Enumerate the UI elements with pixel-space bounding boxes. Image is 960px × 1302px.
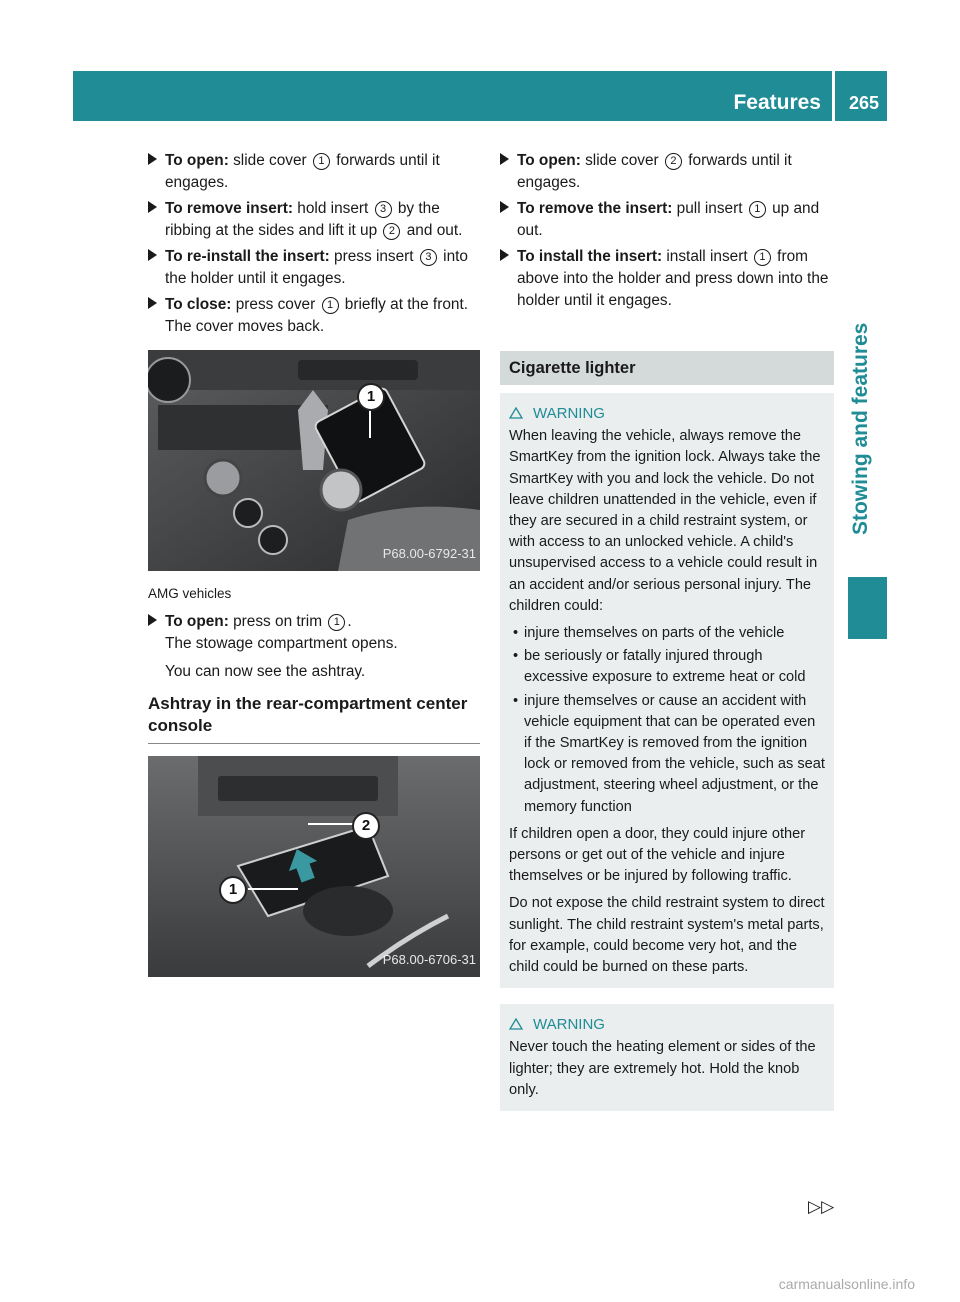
step-text: by the ribbing at the sides and lift it up (165, 200, 440, 239)
callout-number: 3 (420, 249, 437, 266)
continue-marker: ▷▷ (808, 1197, 835, 1216)
callout-number: 2 (665, 153, 682, 170)
page-number: 265 (848, 93, 879, 113)
photo-callout: 2 (352, 812, 380, 840)
warning-bullet: • injure themselves or cause an accident with vehicle equipment that can be operated even if the SmartKey is removed from the ignition lock or removed from the vehicle, such as seat adjustment, steering wheel adjustment, or the memory function (509, 691, 826, 818)
step-text: press insert (329, 248, 418, 265)
step-text: up and out. (517, 200, 820, 239)
header-bar (73, 71, 887, 121)
step-label: To install the insert: (517, 248, 663, 265)
step-label: To remove the insert: (517, 200, 673, 217)
step-text: forwards until it engages. (165, 152, 440, 191)
step-arrow-icon (500, 249, 509, 261)
right-column (500, 150, 834, 1127)
callout-number: 1 (754, 249, 771, 266)
step-text: into the holder until it engages. (165, 248, 468, 287)
warning-triangle-icon (509, 407, 523, 419)
page-section-title: Features (733, 91, 821, 114)
photo-callout: 1 (357, 383, 385, 411)
step-arrow-icon (148, 249, 157, 261)
callout-number: 3 (375, 201, 392, 218)
step-reinstall-insert (148, 246, 480, 290)
photo-amg-console (148, 350, 480, 571)
step-text: forwards until it engages. (517, 152, 792, 191)
step-open-cover-rear (500, 150, 834, 194)
step-text: pull insert (672, 200, 747, 217)
step-install-insert-rear (500, 246, 834, 312)
warning-bullet: • injure themselves on parts of the vehicle (509, 623, 826, 644)
warning-paragraph: When leaving the vehicle, always remove the SmartKey from the ignition lock. Always take the SmartKey with you and lock the vehicle. Do not leave children unattended in the vehicle, even if they are secured in a child restraint system, or with access to an unlocked vehicle. A child's unsupervised access to a vehicle could result in an accident and/or serious personal injury. The children could: (509, 428, 821, 614)
callout-number: 2 (383, 223, 400, 240)
step-label: To open: (165, 613, 229, 630)
callout-number: 1 (328, 614, 345, 631)
section-heading-cigarette-lighter: Cigarette lighter (500, 351, 834, 385)
warning-paragraph: If children open a door, they could injure other persons or get out of the vehicle and injure themselves or be injured by following traffic. (509, 825, 806, 885)
step-text: from above into the holder and press down into the holder until it engages. (517, 248, 829, 309)
step-open-trim (148, 611, 480, 683)
step-arrow-icon (500, 153, 509, 165)
warning-box-heating (500, 1004, 834, 1111)
callout-number: 1 (749, 201, 766, 218)
step-text: press cover (231, 296, 320, 313)
callout-number: 1 (322, 297, 339, 314)
header-separator (832, 71, 835, 121)
warning-title (509, 403, 826, 424)
step-text: briefly at the front. (340, 296, 468, 313)
warning-title-text: WARNING (533, 1016, 605, 1034)
step-open-cover (148, 150, 480, 194)
photo-amg-console-illustration (148, 350, 480, 571)
step-text: press on trim (228, 613, 327, 630)
step-arrow-icon (148, 201, 157, 213)
warning-bullet: • be seriously or fatally injured through excessive exposure to extreme heat or cold (509, 646, 826, 688)
step-label: To re-install the insert: (165, 248, 330, 265)
side-tab-block (848, 577, 887, 639)
warning-box-children (500, 393, 834, 988)
callout-number: 1 (313, 153, 330, 170)
step-text: install insert (662, 248, 752, 265)
photo-callout: 1 (219, 876, 247, 904)
warning-title (509, 1014, 826, 1035)
left-column (148, 150, 480, 977)
step-arrow-icon (148, 153, 157, 165)
step-arrow-icon (500, 201, 509, 213)
step-arrow-icon (148, 297, 157, 309)
photo-code: P68.00-6706-31 (382, 952, 476, 967)
photo-code: P68.00-6792-31 (382, 546, 476, 561)
side-tab-label: Stowing and features (849, 322, 872, 535)
step-text: . (347, 613, 352, 630)
step-close-cover (148, 294, 480, 338)
photo-caption: AMG vehicles (148, 586, 232, 601)
warning-triangle-icon (509, 1018, 523, 1030)
warning-paragraph: Do not expose the child restraint system to direct sunlight. The child restraint system's metal parts, for example, could become very hot, and the child could be burned on these parts. (509, 895, 825, 976)
photo-rear-console (148, 756, 480, 977)
step-remove-insert-rear (500, 198, 834, 242)
step-result: The stowage compartment opens. (165, 635, 398, 652)
footer-watermark: carmanualsonline.info (778, 1276, 915, 1292)
warning-title-text: WARNING (533, 405, 605, 422)
step-arrow-icon (148, 614, 157, 626)
photo-rear-console-illustration (148, 756, 480, 977)
step-label: To open: (165, 152, 229, 169)
step-label: To open: (517, 152, 581, 169)
section-heading-ashtray: Ashtray in the rear-compartment center console (148, 693, 480, 744)
step-text: hold insert (293, 200, 373, 217)
warning-paragraph: Never touch the heating element or sides of the lighter; they are extremely hot. Hold the knob only. (509, 1039, 816, 1098)
step-remove-insert (148, 198, 480, 242)
step-result: The cover moves back. (165, 318, 325, 335)
step-text: slide cover (228, 152, 311, 169)
step-text: slide cover (580, 152, 663, 169)
step-label: To close: (165, 296, 232, 313)
step-label: To remove insert: (165, 200, 294, 217)
step-text: and out. (402, 222, 463, 239)
step-result: You can now see the ashtray. (165, 663, 366, 680)
